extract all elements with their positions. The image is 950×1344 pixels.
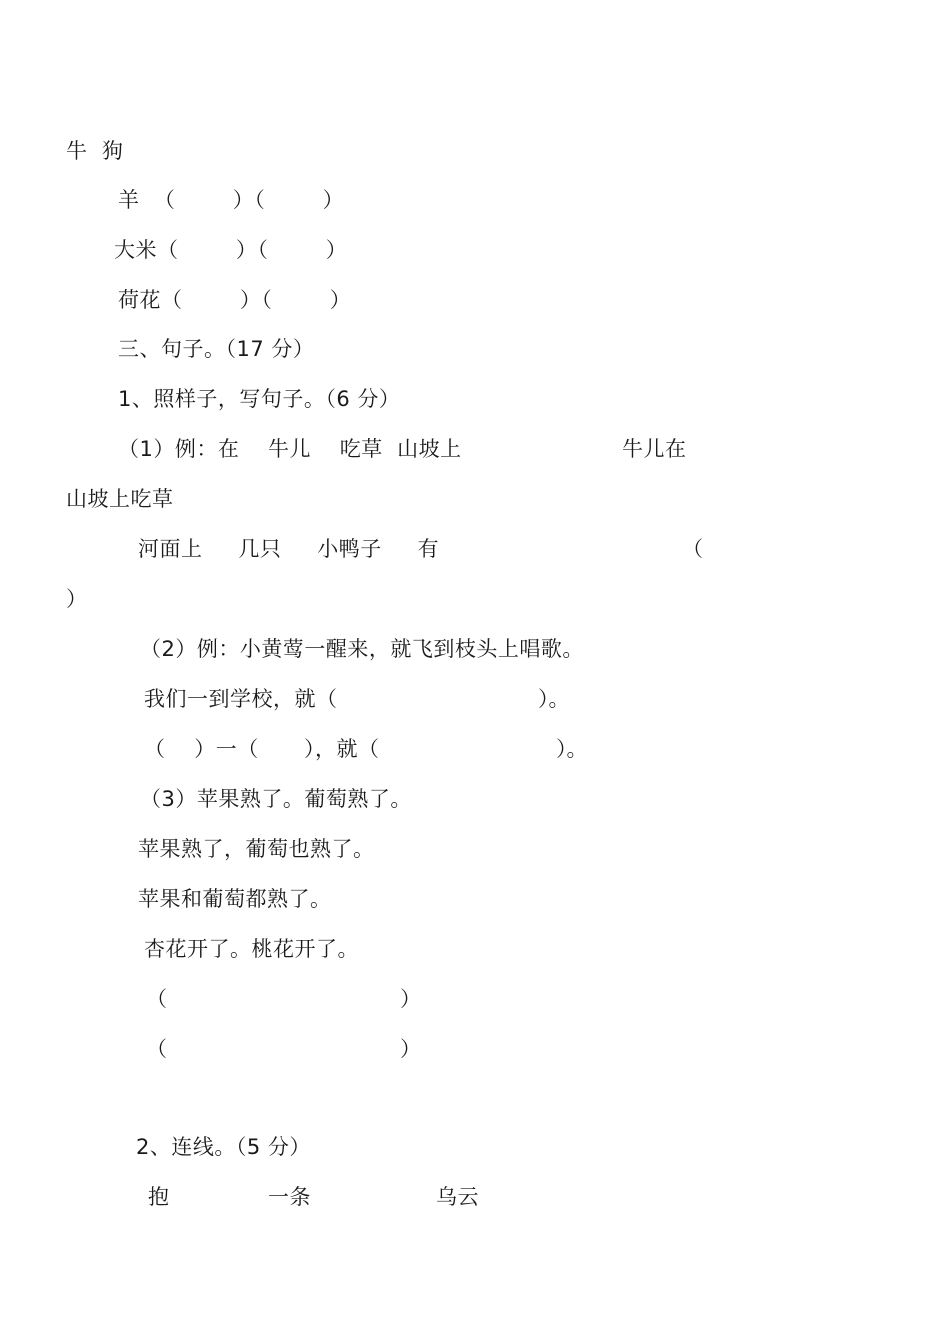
exercise-3-blank-2-close: ） <box>400 1037 421 1061</box>
exercise-1-words: 河面上 几只 小鸭子 有 <box>138 537 440 561</box>
exercise-2b-prompt: （ ）一（ <box>144 737 259 761</box>
example-1-answer-end: 山坡上吃草 <box>66 487 174 511</box>
exercise-2b-middle: ），就（ <box>304 737 380 761</box>
example-2-sentence: （2）例：小黄莺一醒来，就飞到枝头上唱歌。 <box>140 637 584 661</box>
exercise-1-blank-open: （ <box>682 537 703 561</box>
exercise-3-blank-2-open: （ <box>146 1037 167 1061</box>
question-1-heading: 1、照样子，写句子。（6 分） <box>118 387 401 411</box>
section-heading-sentences: 三、句子。（17 分） <box>118 337 315 361</box>
example-3-answer-1: 苹果熟了，葡萄也熟了。 <box>138 837 375 861</box>
question-2-heading: 2、连线。（5 分） <box>136 1135 311 1159</box>
example-3-sentence: （3）苹果熟了。葡萄熟了。 <box>140 787 412 811</box>
example-1-answer-start: 牛儿在 <box>622 437 687 461</box>
match-word-yitiao: 一条 <box>268 1185 311 1209</box>
exercise-2a-blank-close: ）。 <box>538 687 570 711</box>
exercise-3-sentence: 杏花开了。桃花开了。 <box>144 937 359 961</box>
exercise-3-blank-1-open: （ <box>146 987 167 1011</box>
match-word-bao: 抱 <box>148 1185 170 1209</box>
example-1-words: （1）例：在 牛儿 吃草 山坡上 <box>118 437 462 461</box>
fill-blank-yang: 羊 （ ）（ ） <box>118 188 345 212</box>
example-3-answer-2: 苹果和葡萄都熟了。 <box>138 887 332 911</box>
fill-blank-hehua: 荷花（ ）（ ） <box>118 288 352 312</box>
exercise-3-blank-1-close: ） <box>400 987 421 1011</box>
exercise-2a-prompt: 我们一到学校，就（ <box>144 687 338 711</box>
match-word-wuyun: 乌云 <box>436 1185 479 1209</box>
word-list-niu-gou: 牛 狗 <box>66 139 124 163</box>
exercise-1-blank-close: ） <box>66 587 87 611</box>
exercise-2b-blank-close: ）。 <box>556 737 588 761</box>
fill-blank-dami: 大米（ ）（ ） <box>114 238 348 262</box>
